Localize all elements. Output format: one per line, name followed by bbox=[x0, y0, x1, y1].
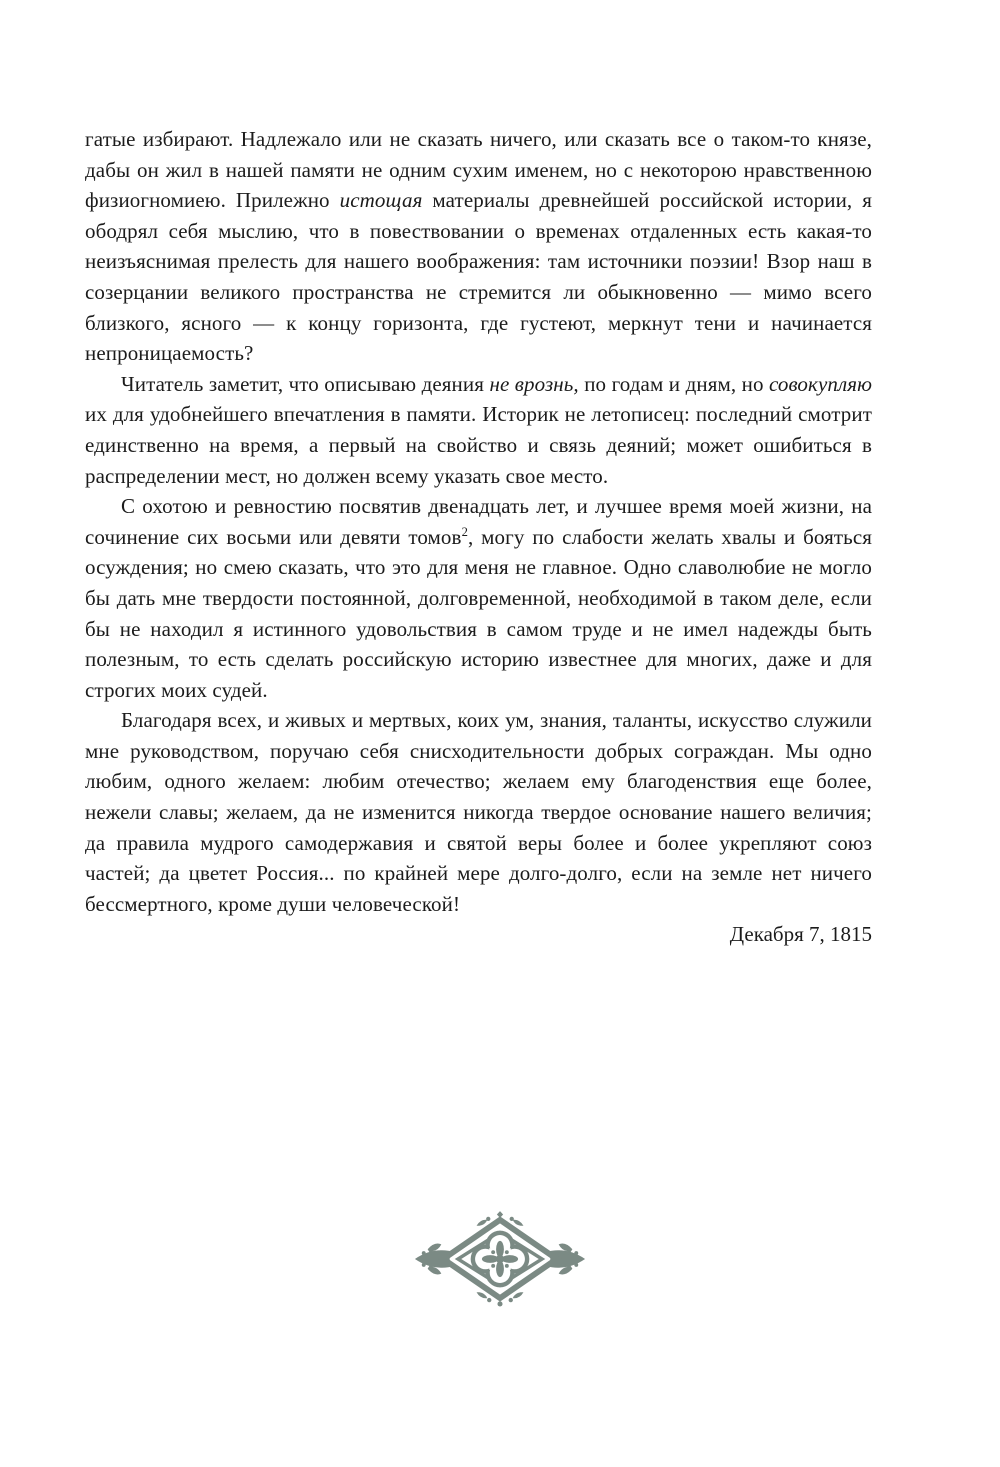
ornament-vignette bbox=[412, 1210, 588, 1308]
text-segment: Благодаря всех, и живых и мертвых, коих ум, знания, таланты, искусство служили мне руководством, поручаю себя снисходительности добрых сограждан. Мы одно любим, одного желаем: любим отечество; желаем ему благоденствия еще более, нежели славы; желаем, да не изменится никогда твердое основание нашего величия; да правила мудрого самодержавия и святой веры более и более укрепляют союз частей; да цветет Россия... по крайней мере долго-долго, если на земле нет ничего бессмертного, кроме души человеческой! bbox=[85, 708, 872, 916]
emphasis-text: истощая bbox=[339, 188, 423, 213]
text-segment: их для удобнейшего впечатления в памяти. Историк не летописец: последний смотрит единственно на время, а первый на свойство и связь деяний; может ошибиться в распределении мест, но должен всему указать свое место. bbox=[85, 402, 872, 488]
paragraph bbox=[85, 491, 872, 705]
paragraph bbox=[85, 124, 872, 369]
paragraph bbox=[85, 705, 872, 919]
text-segment: Читатель заметит, что описываю деяния bbox=[121, 371, 490, 396]
text-segment: , могу по слабости желать хвалы и бояться осуждения; но смею сказать, что это для меня не главное. Одно славолюбие не могло бы дать мне твердости постоянной, долговременной, необходимой в таком деле, если бы не находил я истинного удовольствия в самом труде и не имел надежды быть полезным, то есть сделать российскую историю известнее для многих, даже и для строгих моих судей. bbox=[85, 524, 872, 702]
text-segment: материалы древнейшей российской истории, я ободрял себя мыслию, что в повествовании о временах отдаленных есть какая-то неизъяснимая прелесть для нашего воображения: там источники поэзии! Взор наш в созерцании великого пространства не стремится ли обыкновенно — мимо всего близкого, ясного — к концу горизонта, где густеют, меркнут тени и начинается непроницаемость? bbox=[85, 188, 872, 366]
dateline: Декабря 7, 1815 bbox=[729, 922, 872, 947]
emphasis-text: совокупляю bbox=[769, 371, 873, 396]
text-segment: С охотою и ревностию посвятив двенадцать лет, и лучшее время моей жизни, на сочинение сих восьми или девяти томов bbox=[85, 494, 872, 549]
footnote-reference: 2 bbox=[461, 524, 468, 539]
floral-diamond-vignette-icon bbox=[412, 1210, 588, 1308]
emphasis-text: не врознь, bbox=[489, 371, 579, 396]
text-segment: по годам и дням, но bbox=[578, 371, 769, 396]
text-block bbox=[85, 124, 872, 919]
paragraph bbox=[85, 369, 872, 491]
text-segment: гатые избирают. Надлежало или не сказать ничего, или сказать все о таком-то князе, дабы он жил в нашей памяти не одним сухим именем, но с некоторою нравственною физиогномиею. Прилежно bbox=[85, 127, 872, 213]
